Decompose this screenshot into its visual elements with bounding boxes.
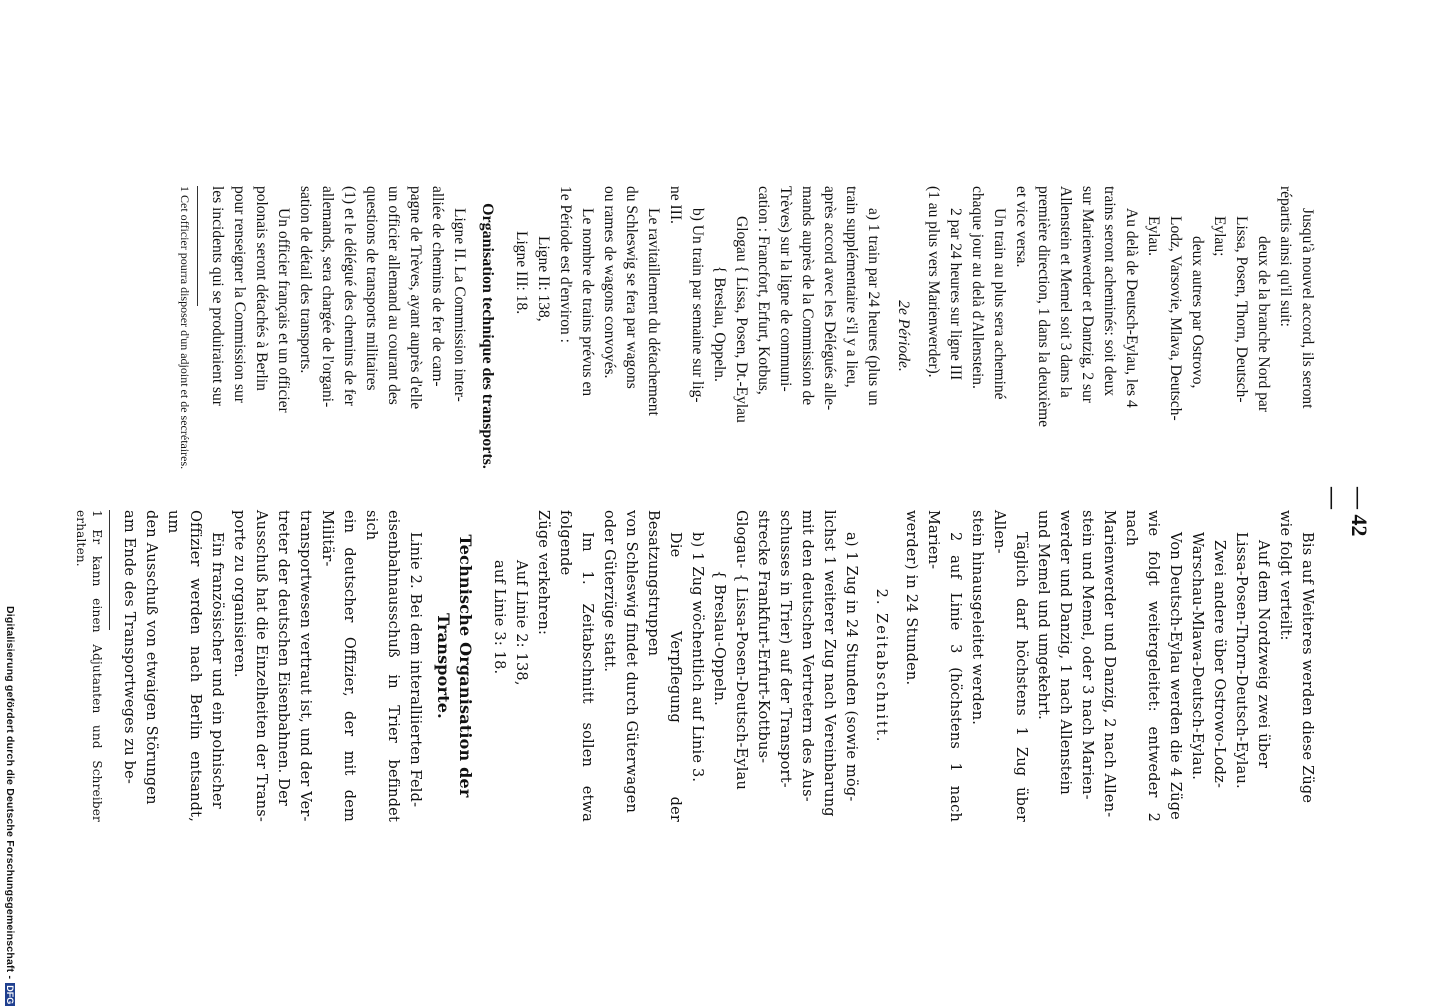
de-line: Ausschuß hat die Einzelheiten der Trans- (253, 510, 269, 822)
de-line: Von Deutsch-Eylau werden die 4 Züge (1167, 532, 1183, 820)
fr-line: Allenstein et Memel soit 3 dans la (1057, 186, 1074, 398)
de-line: Zwei andere über Ostrowo-Lodz- (1211, 540, 1227, 789)
de-line: Warschau-Mlawa-Deutsch-Eylau. (1189, 532, 1205, 781)
fr-line: alliée de chemins de fer de cam- (429, 186, 446, 387)
de-line: oder Güterzüge statt. (601, 510, 617, 673)
fr-line: Un officier français et un officier (275, 208, 292, 413)
fr-line: ou rames de wagons convoyés. (601, 186, 618, 379)
fr-line: et vice versa. (1013, 186, 1030, 268)
de-line: stein hinausgeleitet werden. (969, 510, 985, 726)
de-line: b) 1 Zug wöchentlich auf Linie 3. (689, 532, 705, 783)
page-number: — 42 — (1321, 487, 1372, 537)
de-line: werder und Danzig, 1 nach Allenstein (1057, 510, 1073, 795)
credit-text: Digitalisierung gefördert durch die Deutsche Forschungsgemeinschaft - (4, 606, 16, 980)
fr-line: Lodz, Varsovie, Mlava, Deutsch- (1167, 216, 1184, 421)
fr-line: Ligne II. La Commission inter- (451, 208, 468, 402)
de-line: Marienwerder und Danzig, 2 nach Allen- (1101, 510, 1117, 818)
de-heading: Technische Organisation der (456, 534, 475, 798)
fr-line: répartis ainsi qu'il suit: (1277, 186, 1294, 327)
dfg-logo: DFG (5, 985, 15, 1005)
de-line: Auf Linie 2: 138, (513, 560, 529, 686)
fr-line: Le ravitaillement du détachement (645, 208, 662, 416)
de-line: 2 auf Linie 3 (höchstens 1 nach Marien- (925, 510, 963, 822)
fr-line: trains seront acheminés: soit deux (1101, 186, 1118, 397)
de-line: eisenbahnausschuß in Trier befindet sich (363, 510, 401, 822)
fr-line: Le nombre de trains prévus en (579, 208, 596, 397)
fr-line: Jusqu'à nouvel accord, ils seront (1299, 208, 1316, 409)
de-heading: Transporte. (434, 613, 453, 719)
fr-line: Au delà de Deutsch-Eylau, les 4 (1123, 208, 1140, 408)
fr-line: mands auprès de la Commission de (799, 186, 816, 406)
fr-line: { Breslau, Oppeln. (711, 266, 728, 382)
de-line: wie folgt weitergeleitet: entweder 2 nach (1123, 510, 1161, 822)
de-line: wie folgt verteilt: (1277, 510, 1293, 641)
fr-line: deux autres par Ostrovo, (1189, 236, 1206, 389)
fr-section-title: 2e Période. (895, 300, 912, 372)
fr-line: pagne de Trèves, ayant auprès d'elle (407, 186, 424, 410)
de-line: transportwesen vertraut ist, und der Ver- (297, 510, 313, 822)
page-number-block (1320, 487, 1372, 549)
de-line: { Breslau-Oppeln. (711, 570, 727, 706)
de-line: Offizier werden nach Berlin entsandt, um (165, 510, 203, 822)
de-line: Auf dem Nordzweig zwei über (1255, 540, 1271, 769)
fr-line: cation : Francfort, Erfurt, Kotbus, (755, 186, 772, 395)
fr-line: Un train au plus sera acheminé (991, 208, 1008, 400)
fr-line: première direction, 1 dans la deuxième (1035, 186, 1052, 428)
de-line: Lissa-Posen-Thorn-Deutsch-Eylau. (1233, 532, 1249, 789)
de-line: werder) in 24 Stunden. (903, 510, 919, 686)
fr-line: un officier allemand au courant des (385, 186, 402, 405)
fr-line: allemands, sera chargée de l'organi- (319, 186, 336, 408)
de-line: schusses in Trier) auf der Transport- (777, 510, 793, 788)
fr-line: Eylau; (1211, 216, 1228, 257)
de-line: Täglich darf höchstens 1 Zug über Allen- (991, 510, 1029, 822)
fr-line: ne III. (667, 186, 684, 224)
fr-line: deux de la branche Nord par (1255, 236, 1272, 413)
fr-line: sur Marienwerder et Dantzig, 2 sur (1079, 186, 1096, 403)
fr-line: chaque jour au delà d'Allenstein. (969, 186, 986, 389)
fr-line: 2 par 24 heures sur ligne III (947, 208, 964, 381)
de-line: treter der deutschen Eisenbahnen. Der (275, 510, 291, 807)
de-line: von Schleswig findet durch Güterwagen (623, 510, 639, 814)
fr-line: (1) et le délégué des chemins de fer (341, 186, 358, 406)
de-line: den Ausschuß von etwaigen Störungen (143, 510, 159, 805)
fr-line: Glogau { Lissa, Posen, Dt.-Eylau (733, 216, 750, 423)
de-line: Bis auf Weiteres werden diese Züge (1299, 532, 1315, 804)
de-footnote: 1 Er kann einen Adjutanten und Schreiber erhalten. (74, 510, 104, 822)
fr-line: polonais seront détachés à Berlin (253, 186, 270, 391)
footnote-rule (109, 510, 110, 630)
de-line: am Ende des Transportweges zu be- (121, 510, 137, 784)
fr-line: Trèves) sur la ligne de communi- (777, 186, 794, 392)
fr-line: Lissa, Posen, Thorn, Deutsch- (1233, 216, 1250, 403)
fr-line: 1e Période est d'environ : (557, 186, 574, 343)
de-line: stein und Memel, oder 3 nach Marien- (1079, 510, 1095, 800)
fr-line: Eylau. (1145, 216, 1162, 257)
de-line: lichst 1 weiterer Zug nach Vereinbarung (821, 510, 837, 817)
fr-line: train supplémentaire s'il y a lieu, (843, 186, 860, 388)
fr-footnote: 1 Cet officier pourra disposer d'un adjoint et de secrétaires. (178, 186, 192, 470)
fr-line: questions de transports militaires (363, 186, 380, 391)
de-line: ein deutscher Offizier, der mit dem Militär- (319, 510, 357, 822)
de-line: mit den deutschen Vertretern des Aus- (799, 510, 815, 802)
de-line: Die Verpflegung der Besatzungstruppen (645, 510, 683, 822)
fr-line: les incidents qui se produiraient sur (209, 186, 226, 406)
de-section-title: 2. Zeitabschnitt. (873, 588, 889, 744)
fr-line: pour renseigner la Commission sur (231, 186, 248, 403)
de-line: strecke Frankfurt-Erfurt-Kottbus- (755, 510, 771, 764)
fr-line: après accord avec les Délégués alle- (821, 186, 838, 411)
de-line: Glogau- { Lissa-Posen-Deutsch-Eylau (733, 510, 749, 790)
fr-line: Ligne III: 18. (513, 231, 530, 315)
fr-heading: Organisation technique des transports. (479, 203, 496, 469)
fr-line: a) 1 train par 24 heures (plus un (865, 208, 882, 406)
german-column (73, 510, 1318, 822)
fr-line: Ligne II: 138, (535, 236, 552, 322)
fr-line: (1 au plus vers Marienwerder). (925, 186, 942, 378)
footnote-rule (197, 186, 198, 306)
fr-line: du Schleswig se fera par wagons (623, 186, 640, 389)
de-line: Linie 2. Bei dem interalliierten Feld- (407, 532, 423, 808)
fr-line: sation de détail des transports. (297, 186, 314, 374)
de-line: a) 1 Zug in 24 Stunden (sowie mög- (843, 532, 859, 802)
de-line: Im 1. Zeitabschnitt sollen etwa folgende (557, 510, 595, 822)
de-line: und Memel und umgekehrt. (1035, 510, 1051, 720)
fr-line: b) Un train par semaine sur lig- (689, 208, 706, 403)
french-column (177, 186, 1318, 486)
de-line: porte zu organisieren. (231, 510, 247, 678)
de-line: Züge verkehren: (535, 510, 551, 636)
de-line: Ein französischer und ein polnischer (209, 532, 225, 809)
digitization-credit (2, 606, 20, 1006)
de-line: auf Linie 3: 18. (491, 560, 507, 675)
